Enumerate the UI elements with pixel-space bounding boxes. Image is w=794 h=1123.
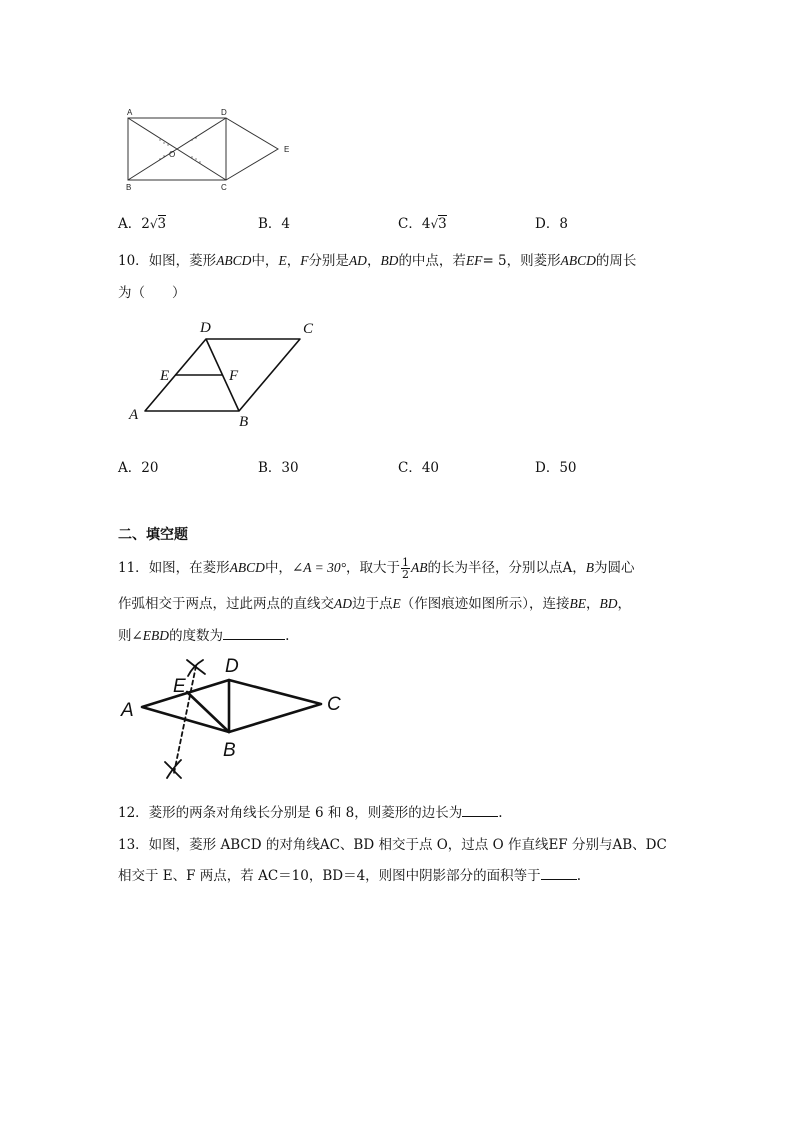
q12-stem: 12．菱形的两条对角线长分别是 6 和 8，则菱形的边长为 . xyxy=(118,805,503,821)
q11-label-c: C xyxy=(327,694,341,715)
q9-option-c[interactable]: C．4√3 xyxy=(398,216,447,232)
q10-stem-line2: 为（ ） xyxy=(118,285,186,301)
answer-blank[interactable] xyxy=(541,867,577,880)
q11-stem-line2: 作弧相交于两点，过此两点的直线交AD边于点E（作图痕迹如图所示），连接BE，BD， xyxy=(118,596,631,612)
q9-option-d[interactable]: D．8 xyxy=(535,216,568,232)
answer-blank[interactable] xyxy=(223,627,285,640)
q10-option-c[interactable]: C．40 xyxy=(398,460,440,476)
q11-stem-line1: 11．如图，在菱形ABCD中，∠A = 30°，取大于 $\frac{1}{2}$ AB的长为半径，分别以点A，B为圆心 xyxy=(118,556,635,581)
q11-label-b: B xyxy=(223,740,236,761)
q11-stem-line3: 则∠EBD的度数为 . xyxy=(118,628,290,644)
q9-figure xyxy=(120,104,300,190)
q10-option-a[interactable]: A．20 xyxy=(118,460,159,476)
q10-label-c: C xyxy=(303,321,314,337)
q9-triangle-dec xyxy=(226,118,278,180)
q9-label-d: D xyxy=(221,108,227,117)
q10-option-b[interactable]: B．30 xyxy=(258,460,299,476)
q10-label-b: B xyxy=(239,414,249,430)
fraction-half: $\frac{1}{2}$ xyxy=(402,556,410,581)
q11-figure xyxy=(115,652,350,790)
q9-label-a: A xyxy=(127,108,133,117)
answer-blank[interactable] xyxy=(462,804,498,817)
q10-figure xyxy=(125,318,335,433)
q13-stem-line2: 相交于 E、F 两点，若 AC＝10，BD＝4，则图中阴影部分的面积等于 . xyxy=(118,868,581,884)
q9-label-b: B xyxy=(126,183,132,190)
q11-label-a: A xyxy=(121,700,134,721)
option-letter: A． xyxy=(118,216,142,232)
q13-stem-line1: 13．如图，菱形 ABCD 的对角线AC、BD 相交于点 O，过点 O 作直线EF 分别与AB、DC xyxy=(118,837,667,853)
q11-label-e: E xyxy=(173,676,186,697)
q10-stem-line1: 10．如图，菱形ABCD中，E，F分别是AD，BD的中点，若EF= 5，则菱形ABCD的周长 xyxy=(118,253,637,269)
q10-label-a: A xyxy=(129,407,139,423)
q10-option-d[interactable]: D．50 xyxy=(535,460,577,476)
q10-label-d: D xyxy=(200,320,211,336)
q9-option-a[interactable]: A．2√3 xyxy=(118,216,167,232)
q10-label-e: E xyxy=(160,368,170,384)
q11-rhombus xyxy=(142,680,321,732)
q9-label-o: O xyxy=(169,150,176,159)
q9-label-e: E xyxy=(284,145,290,154)
q11-label-d: D xyxy=(225,656,239,677)
section-title: 二、填空题 xyxy=(118,527,188,543)
q9-label-c: C xyxy=(221,183,227,190)
q9-option-b[interactable]: B．4 xyxy=(258,216,291,232)
q10-label-f: F xyxy=(229,368,239,384)
